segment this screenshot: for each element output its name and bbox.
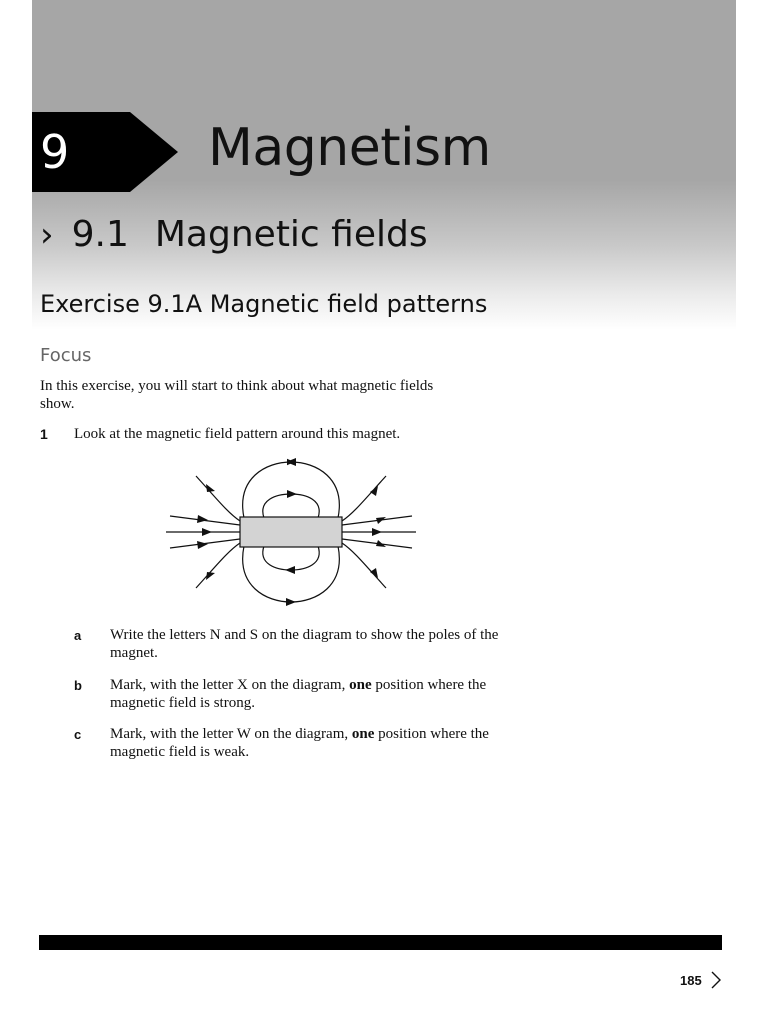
part-letter: b xyxy=(74,678,82,693)
bar-magnet-field-lines-icon xyxy=(166,458,418,608)
section-title: Magnetic fields xyxy=(154,214,428,255)
page-number xyxy=(680,970,722,990)
section-heading xyxy=(40,214,428,255)
focus-text: In this exercise, you will start to think about what magnetic fields show. xyxy=(40,378,434,412)
question-text: Look at the magnetic field pattern around this magnet. xyxy=(74,426,401,442)
part-text: Mark, with the letter X on the diagram, one position where the magnetic field is strong. xyxy=(110,677,487,711)
chapter-title: Magnetism xyxy=(208,118,491,178)
question-part-c xyxy=(74,725,540,761)
part-text: Mark, with the letter W on the diagram, one position where the magnetic field is weak. xyxy=(110,726,489,760)
exercise-title: Exercise 9.1A Magnetic field patterns xyxy=(40,290,488,318)
part-letter: a xyxy=(74,628,82,643)
chapter-number: 9 xyxy=(40,125,70,179)
part-text: Write the letters N and S on the diagram to show the poles of the magnet. xyxy=(110,627,499,661)
magnetic-field-diagram xyxy=(166,458,418,608)
page-number-text: 185 xyxy=(680,972,702,988)
footer-bar xyxy=(39,935,722,950)
section-number: 9.1 xyxy=(71,214,129,255)
chevron-right-icon: › xyxy=(40,214,54,255)
question-1 xyxy=(40,426,400,443)
question-number: 1 xyxy=(40,426,48,442)
part-letter: c xyxy=(74,727,82,742)
focus-label: Focus xyxy=(40,345,92,366)
chevron-right-icon[interactable] xyxy=(710,970,722,990)
question-part-b xyxy=(74,676,540,712)
question-part-a xyxy=(74,626,540,662)
textbook-page xyxy=(32,0,736,1024)
bar-magnet xyxy=(240,517,342,547)
